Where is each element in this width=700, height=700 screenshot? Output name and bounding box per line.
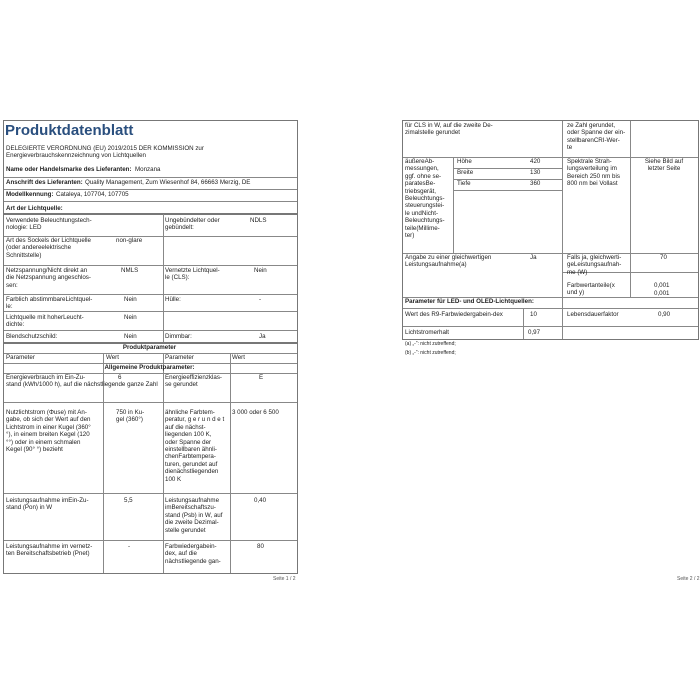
col-wert-left: Wert [106, 354, 119, 361]
document-title: Produktdatenblatt [5, 122, 134, 139]
supplier-name: Monzana [135, 166, 161, 173]
type-row-5-label: Lichtquelle mit hoherLeucht- dichte: [6, 314, 84, 329]
equivalent-value: Ja [530, 254, 537, 261]
param-3-label: Leistungsaufnahme imEin-Zu- stand (Pon) in W [6, 497, 89, 512]
type-row-5-value: Nein [124, 314, 137, 321]
param-4-value: - [128, 543, 131, 550]
dim-height-label: Höhe [457, 158, 472, 165]
col-parameter-left: Parameter [6, 354, 35, 361]
param-2-right-label: ähnliche Farbtem- peratur, g e r u n d e t auf die nächst- liegenden 100 K, oder Spanne der einstellbaren ähnli- chenFarbtempera- turen, gerundet auf dienächstliegenden 100 K [165, 409, 225, 483]
type-row-6-right-label: Dimmbar: [165, 333, 192, 340]
page-number-1: Seite 1 / 2 [273, 576, 296, 582]
type-row-4-label: Farblich abstimmbareLichtquel- le: [6, 296, 93, 311]
type-row-6-label: Blendschutzschild: [6, 333, 58, 340]
led-parameters-heading: Parameter für LED- und OLED-Lichtquellen: [405, 298, 534, 305]
dim-width-value: 130 [530, 169, 541, 176]
footnote-a: (a) „-“: nicht zutreffend; [405, 341, 456, 347]
type-row-3-right-label: Vernetzte Lichtquel- le (CLS): [165, 267, 220, 282]
chroma-x: 0,001 [654, 282, 670, 289]
param-1-right-label: Energieeffizienzklas- se gerundet [165, 374, 222, 389]
param-1-right-value: E [259, 374, 264, 381]
col-parameter-right: Parameter [165, 354, 194, 361]
model-label: Modellkennung: [6, 191, 54, 198]
type-row-2-value: non-glare [116, 237, 143, 244]
page-number-2: Seite 2 / 2 [677, 576, 700, 582]
lumen-maintenance-label: Lichtstromerhalt [405, 329, 450, 336]
param-4-right-label: Farbwiedergabein- dex, auf die nächstliegende gan- [165, 543, 221, 565]
spectral-value: Siehe Bild auf letzter Seite [644, 158, 684, 173]
type-row-4-value: Nein [124, 296, 137, 303]
lifetime-label: Lebensdauerfaktor [567, 311, 619, 318]
page-2 [402, 0, 700, 700]
type-row-6-value: Nein [124, 333, 137, 340]
produktparameter-heading: Produktparameter [122, 344, 177, 351]
cls-power-label: für CLS in W, auf die zweite De- zimalstelle gerundet [405, 122, 493, 137]
param-2-value: 750 in Ku- gel (360°) [116, 409, 145, 424]
allgemeine-heading: Allgemeine Produktparameter: [104, 364, 195, 371]
dim-height-value: 420 [530, 158, 541, 165]
supplier-address: Quality Management, Zum Wiesenhof 84, 66663 Merzig, DE [85, 179, 251, 186]
type-row-3-right-value: Nein [254, 267, 267, 274]
supplier-name-label: Name oder Handelsmarke des Lieferanten: [6, 166, 132, 173]
chroma-y: 0,001 [654, 290, 670, 297]
param-2-label: Nutzlichtstrom (Φuse) mit An- gabe, ob sich der Wert auf den Lichtstrom in einer Kugel (360° °), in einem breiten Kegel (120 °°) oder in einem schmalen Kegel (90° °) bezieht [6, 409, 91, 454]
if-yes-label: Falls ja, gleichwerti- geLeistungsaufnah- me (W) [567, 254, 622, 276]
cri-range-label: ze Zahl gerundet, oder Spanne der ein- stellbarenCRI-Wer- te [567, 122, 626, 152]
param-2-right-value: 3 000 oder 6 500 [232, 409, 279, 416]
param-3-right-label: Leistungsaufnahme imBereitschaftszu- stand (Psb) in W, auf die zweite Dezimal- stelle gerundet [165, 497, 223, 534]
dim-depth-label: Tiefe [457, 180, 471, 187]
r9-value: 10 [530, 311, 537, 318]
supplier-address-label: Anschrift des Lieferanten: [6, 179, 83, 186]
type-row-4-right-label: Hülle: [165, 296, 181, 303]
param-4-right-value: 80 [257, 543, 264, 550]
footnote-b: (b) „-“: nicht zutreffend; [405, 350, 456, 356]
type-row-6-right-value: Ja [259, 333, 266, 340]
dimensions-label: äußereAb- messungen, ggf. ohne se- paratesBe- triebsgerät, Beleuchtungs- steuerungstei- le undNicht- Beleuchtungs- teile(Millime- ter) [405, 158, 445, 240]
type-row-3-label: Netzspannung/Nicht direkt an die Netzspannung angeschlos- sen: [6, 267, 91, 289]
regulation-text: DELEGIERTE VERORDNUNG (EU) 2019/2015 DER KOMMISSION zur Energieverbrauchskennzeichnung von Lichtquellen [6, 145, 204, 160]
type-row-1-right-value: NDLS [250, 217, 267, 224]
param-4-label: Leistungsaufnahme im vernetz- ten Bereitschaftsbetrieb (Pnet) [6, 543, 93, 558]
dim-width-label: Breite [457, 169, 474, 176]
type-row-4-right-value: - [259, 296, 262, 303]
page-1 [0, 0, 300, 700]
lumen-maintenance-value: 0,97 [528, 329, 541, 336]
param-1-value: 6 [118, 374, 122, 381]
chroma-label: Farbwertanteile(x und y) [567, 282, 615, 297]
model-value: Cataleya, 107704, 107705 [56, 191, 129, 198]
type-row-1-label: Verwendete Beleuchtungstech- nologie: LED [6, 217, 92, 232]
param-1-label: Energieverbrauch im Ein-Zu- stand (kWh/1000 h), auf die nächstliegende ganze Zahl [6, 374, 158, 389]
param-3-right-value: 0,40 [254, 497, 267, 504]
lifetime-value: 0,90 [658, 311, 671, 318]
type-row-1-right-label: Ungebündelter oder gebündelt: [165, 217, 220, 232]
type-row-3-value: NMLS [121, 267, 139, 274]
param-3-value: 5,5 [124, 497, 133, 504]
dim-depth-value: 360 [530, 180, 541, 187]
spectral-label: Spektrale Strah- lungsverteilung im Bereich 250 nm bis 800 nm bei Vollast [567, 158, 620, 188]
r9-label: Wert des R9-Farbwiedergabein-dex [405, 311, 503, 318]
type-header: Art der Lichtquelle: [6, 205, 63, 212]
equivalent-label: Angabe zu einer gleichwertigen Leistungsaufnahme(a) [405, 254, 492, 269]
type-row-2-label: Art des Sockels der Lichtquelle (oder andereelektrische Schnittstelle) [6, 237, 91, 259]
if-yes-value: 70 [660, 254, 667, 261]
col-wert-right: Wert [232, 354, 245, 361]
